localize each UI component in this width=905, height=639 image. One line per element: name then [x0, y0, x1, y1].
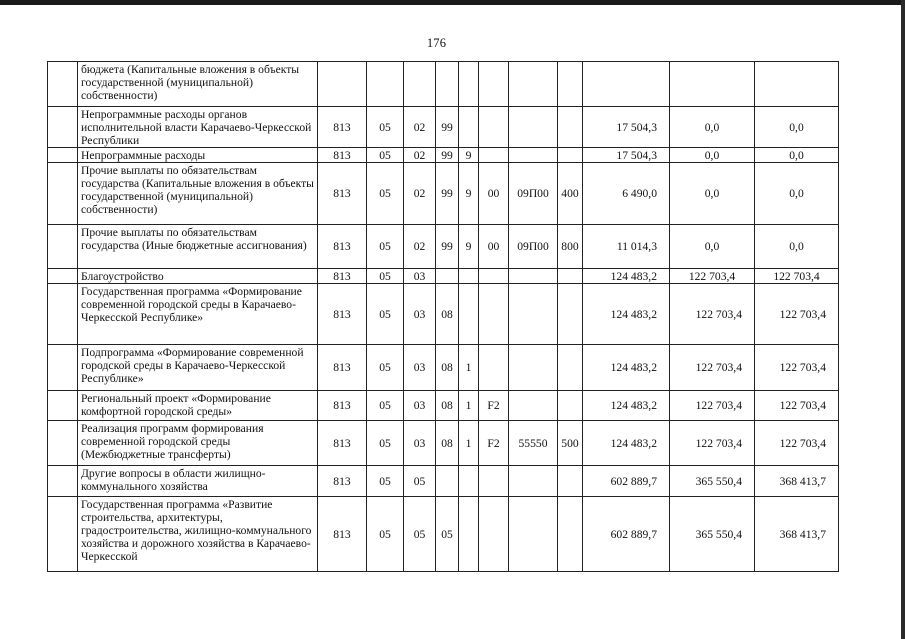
cell-vr: [558, 466, 583, 497]
table-row: [48, 269, 839, 284]
cell-csr1: 99: [436, 225, 459, 269]
cell-csr3: 00: [479, 225, 509, 269]
cell-csr1: 08: [436, 421, 459, 466]
cell-csr2: [459, 62, 479, 107]
cell-num: [48, 497, 78, 572]
cell-pr: 03: [404, 345, 436, 391]
cell-vr: [558, 284, 583, 345]
cell-csr3: [479, 345, 509, 391]
cell-sum1: 17 504,3: [583, 148, 670, 163]
cell-sum1: 602 889,7: [583, 466, 670, 497]
cell-csr1: 08: [436, 345, 459, 391]
cell-name: Прочие выплаты по обязательствам государства (Капитальные вложения в объекты государственной (муниципальной) собственности): [78, 163, 318, 225]
cell-sum1: 124 483,2: [583, 345, 670, 391]
cell-sum3: 122 703,4: [755, 391, 839, 421]
cell-csr3: [479, 284, 509, 345]
cell-pr: 02: [404, 148, 436, 163]
cell-csr2: [459, 497, 479, 572]
cell-ved: 813: [318, 345, 367, 391]
cell-csr2: 1: [459, 421, 479, 466]
cell-num: [48, 391, 78, 421]
cell-ved: [318, 62, 367, 107]
cell-csr3: [479, 466, 509, 497]
cell-csr4: [509, 497, 558, 572]
cell-sum2: 122 703,4: [670, 269, 755, 284]
cell-sum1: 124 483,2: [583, 421, 670, 466]
cell-rz: 05: [367, 284, 404, 345]
cell-csr4: [509, 391, 558, 421]
table-row: [48, 148, 839, 163]
cell-sum3: [755, 62, 839, 107]
cell-sum2: 365 550,4: [670, 497, 755, 572]
cell-name: Прочие выплаты по обязательствам государства (Иные бюджетные ассигнования): [78, 225, 318, 269]
cell-rz: 05: [367, 421, 404, 466]
cell-sum2: 0,0: [670, 107, 755, 148]
cell-sum1: 6 490,0: [583, 163, 670, 225]
table-row: [48, 345, 839, 391]
cell-csr3: 00: [479, 163, 509, 225]
cell-sum3: 368 413,7: [755, 466, 839, 497]
cell-rz: [367, 62, 404, 107]
budget-table: [47, 61, 839, 572]
cell-csr2: [459, 269, 479, 284]
cell-vr: 500: [558, 421, 583, 466]
cell-num: [48, 269, 78, 284]
cell-csr2: 9: [459, 163, 479, 225]
cell-csr2: 1: [459, 391, 479, 421]
cell-pr: [404, 62, 436, 107]
cell-sum3: 122 703,4: [755, 284, 839, 345]
cell-sum3: 122 703,4: [755, 421, 839, 466]
cell-sum2: 122 703,4: [670, 391, 755, 421]
cell-sum2: [670, 62, 755, 107]
cell-csr2: 9: [459, 148, 479, 163]
cell-pr: 02: [404, 107, 436, 148]
cell-csr2: 1: [459, 345, 479, 391]
table-row: [48, 163, 839, 225]
cell-pr: 03: [404, 421, 436, 466]
cell-name: Государственная программа «Формирование современной городской среды в Карачаево-Черкесской Республике»: [78, 284, 318, 345]
cell-vr: [558, 391, 583, 421]
cell-num: [48, 225, 78, 269]
cell-csr1: [436, 466, 459, 497]
cell-csr1: 08: [436, 284, 459, 345]
cell-ved: 813: [318, 163, 367, 225]
cell-num: [48, 107, 78, 148]
cell-sum1: 602 889,7: [583, 497, 670, 572]
cell-vr: [558, 107, 583, 148]
cell-name: Государственная программа «Развитие строительства, архитектуры, градостроительства, жилищно-коммунального хозяйства и дорожного хозяйства в Карачаево-Черкесской: [78, 497, 318, 572]
cell-ved: 813: [318, 284, 367, 345]
cell-vr: [558, 269, 583, 284]
cell-sum2: 0,0: [670, 163, 755, 225]
cell-csr3: [479, 148, 509, 163]
cell-csr1: 99: [436, 107, 459, 148]
cell-ved: 813: [318, 269, 367, 284]
cell-rz: 05: [367, 269, 404, 284]
cell-sum1: 124 483,2: [583, 391, 670, 421]
cell-pr: 03: [404, 269, 436, 284]
budget-table-body: [48, 62, 839, 572]
cell-sum1: 124 483,2: [583, 269, 670, 284]
cell-sum3: 122 703,4: [755, 345, 839, 391]
cell-vr: 400: [558, 163, 583, 225]
cell-sum1: [583, 62, 670, 107]
cell-vr: [558, 497, 583, 572]
cell-csr3: F2: [479, 391, 509, 421]
cell-pr: 02: [404, 225, 436, 269]
cell-csr1: [436, 269, 459, 284]
cell-vr: 800: [558, 225, 583, 269]
cell-name: Непрограммные расходы: [78, 148, 318, 163]
cell-csr4: [509, 148, 558, 163]
cell-csr4: [509, 466, 558, 497]
table-row: [48, 466, 839, 497]
cell-sum1: 11 014,3: [583, 225, 670, 269]
cell-csr3: F2: [479, 421, 509, 466]
cell-csr2: 9: [459, 225, 479, 269]
cell-sum2: 0,0: [670, 148, 755, 163]
cell-name: Непрограммные расходы органов исполнительной власти Карачаево-Черкесской Республики: [78, 107, 318, 148]
cell-csr2: [459, 284, 479, 345]
cell-ved: 813: [318, 391, 367, 421]
cell-sum3: 0,0: [755, 107, 839, 148]
cell-num: [48, 466, 78, 497]
page-number: 176: [426, 36, 447, 50]
cell-pr: 03: [404, 284, 436, 345]
cell-pr: 02: [404, 163, 436, 225]
cell-vr: [558, 345, 583, 391]
cell-pr: 05: [404, 466, 436, 497]
cell-ved: 813: [318, 497, 367, 572]
cell-name: Реализация программ формирования современной городской среды (Межбюджетные трансферты): [78, 421, 318, 466]
cell-csr3: [479, 107, 509, 148]
cell-num: [48, 284, 78, 345]
cell-pr: 05: [404, 497, 436, 572]
scan-right-edge: [901, 0, 905, 639]
table-row: [48, 62, 839, 107]
cell-csr2: [459, 466, 479, 497]
cell-num: [48, 421, 78, 466]
cell-rz: 05: [367, 225, 404, 269]
cell-csr4: [509, 107, 558, 148]
cell-csr1: [436, 62, 459, 107]
cell-vr: [558, 148, 583, 163]
cell-ved: 813: [318, 148, 367, 163]
scan-top-edge: [0, 0, 905, 5]
table-row: [48, 107, 839, 148]
table-row: [48, 284, 839, 345]
cell-sum3: 0,0: [755, 163, 839, 225]
cell-name: Другие вопросы в области жилищно-коммунального хозяйства: [78, 466, 318, 497]
cell-csr1: 99: [436, 148, 459, 163]
cell-ved: 813: [318, 421, 367, 466]
cell-sum3: 0,0: [755, 148, 839, 163]
cell-csr3: [479, 269, 509, 284]
cell-pr: 03: [404, 391, 436, 421]
table-row: [48, 497, 839, 572]
cell-csr3: [479, 62, 509, 107]
cell-name: Благоустройство: [78, 269, 318, 284]
cell-vr: [558, 62, 583, 107]
cell-sum2: 122 703,4: [670, 284, 755, 345]
cell-sum1: 17 504,3: [583, 107, 670, 148]
cell-name: бюджета (Капитальные вложения в объекты государственной (муниципальной) собственности): [78, 62, 318, 107]
cell-csr4: 55550: [509, 421, 558, 466]
cell-name: Региональный проект «Формирование комфортной городской среды»: [78, 391, 318, 421]
cell-rz: 05: [367, 391, 404, 421]
cell-num: [48, 62, 78, 107]
cell-csr1: 08: [436, 391, 459, 421]
cell-rz: 05: [367, 345, 404, 391]
table-row: [48, 421, 839, 466]
cell-rz: 05: [367, 107, 404, 148]
cell-csr4: [509, 284, 558, 345]
table-row: [48, 391, 839, 421]
cell-sum2: 122 703,4: [670, 345, 755, 391]
cell-sum3: 368 413,7: [755, 497, 839, 572]
cell-ved: 813: [318, 225, 367, 269]
cell-rz: 05: [367, 497, 404, 572]
cell-ved: 813: [318, 107, 367, 148]
cell-csr4: [509, 269, 558, 284]
cell-sum2: 0,0: [670, 225, 755, 269]
cell-num: [48, 148, 78, 163]
cell-csr4: [509, 345, 558, 391]
cell-sum1: 124 483,2: [583, 284, 670, 345]
cell-name: Подпрограмма «Формирование современной городской среды в Карачаево-Черкесской Республике»: [78, 345, 318, 391]
cell-csr4: 09П00: [509, 163, 558, 225]
cell-rz: 05: [367, 148, 404, 163]
cell-rz: 05: [367, 163, 404, 225]
cell-csr1: 99: [436, 163, 459, 225]
cell-sum2: 365 550,4: [670, 466, 755, 497]
cell-csr4: [509, 62, 558, 107]
cell-sum2: 122 703,4: [670, 421, 755, 466]
cell-sum3: 0,0: [755, 225, 839, 269]
cell-csr2: [459, 107, 479, 148]
cell-rz: 05: [367, 466, 404, 497]
cell-sum3: 122 703,4: [755, 269, 839, 284]
table-row: [48, 225, 839, 269]
cell-ved: 813: [318, 466, 367, 497]
cell-csr4: 09П00: [509, 225, 558, 269]
cell-num: [48, 345, 78, 391]
cell-csr1: 05: [436, 497, 459, 572]
cell-csr3: [479, 497, 509, 572]
cell-num: [48, 163, 78, 225]
